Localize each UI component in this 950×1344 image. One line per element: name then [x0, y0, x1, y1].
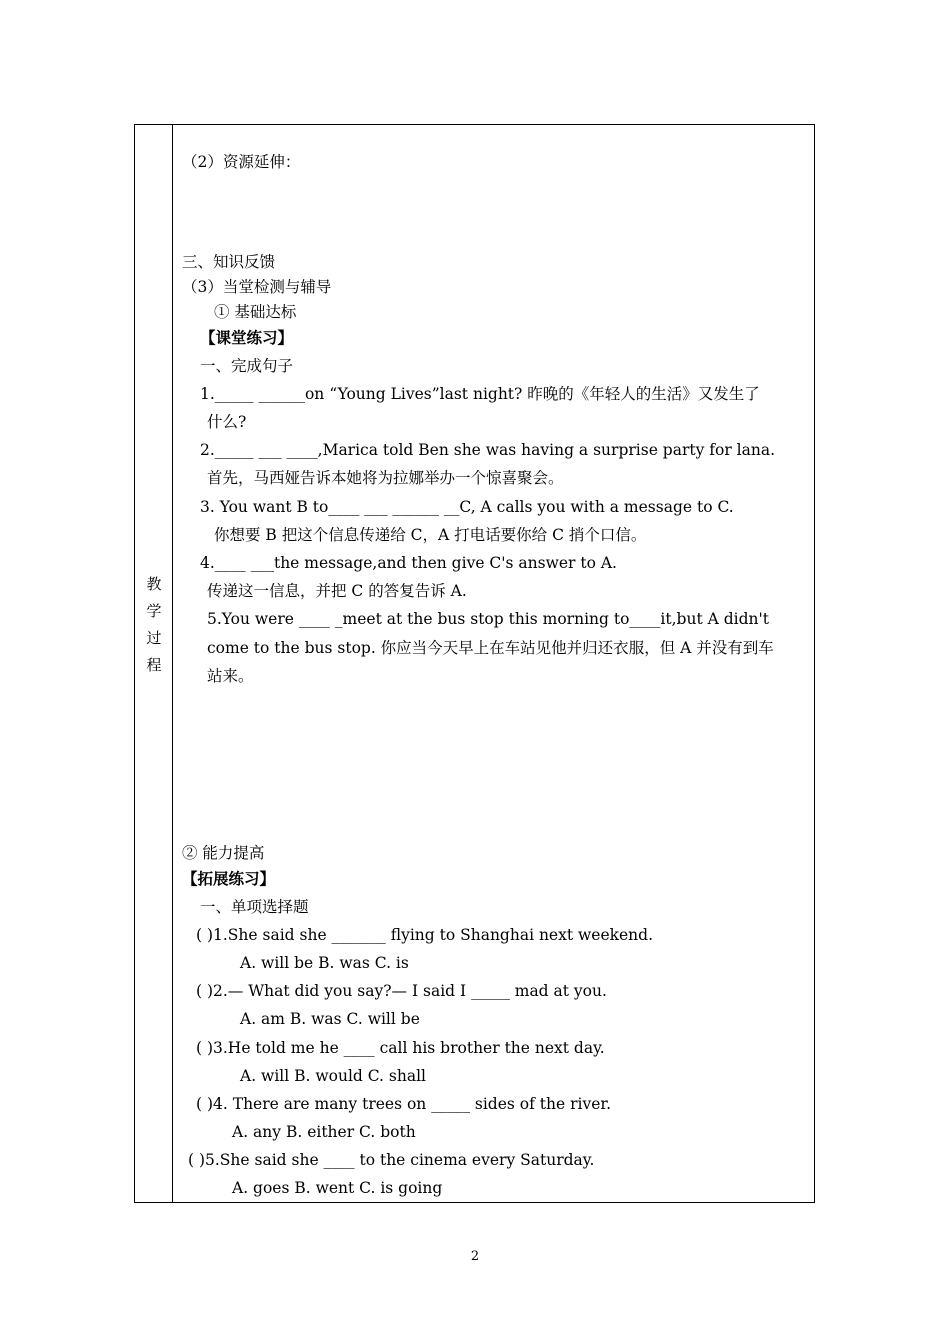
ability-heading: ② 能力提高 [182, 844, 265, 862]
exercise-line: 站来。 [207, 667, 254, 685]
side-char: 学 [146, 602, 162, 620]
question-options: A. goes B. went C. is going [232, 1179, 443, 1197]
classroom-practice-title: 【课堂练习】 [200, 328, 294, 347]
side-char: 教 [146, 575, 162, 593]
side-label-teaching-process [135, 571, 173, 679]
section3-title: 三、知识反馈 [182, 253, 276, 271]
exercise-line: 你想要 B 把这个信息传递给 C，A 打电话要你给 C 捎个口信。 [214, 526, 647, 544]
exercise-line: come to the bus stop. 你应当今天早上在车站见他并归还衣服，但 A 并没有到车 [207, 639, 774, 657]
side-char: 过 [146, 629, 162, 647]
exercise-line: 首先，马西娅告诉本她将为拉娜举办一个惊喜聚会。 [207, 469, 564, 487]
exercise-line: 5.You were ____ _meet at the bus stop this morning to____it,but A didn't [207, 610, 769, 628]
question: ( )3.He told me he ____ call his brother the next day. [196, 1039, 605, 1057]
question: ( )4. There are many trees on _____ sides of the river. [196, 1095, 612, 1113]
question-options: A. any B. either C. both [232, 1123, 416, 1141]
exercise-line: 传递这一信息，并把 C 的答复告诉 A. [207, 582, 467, 600]
page-number: 2 [470, 1249, 480, 1264]
side-column [135, 125, 173, 1202]
question: ( )5.She said she ____ to the cinema every Saturday. [188, 1151, 595, 1169]
basic-level-heading: ① 基础达标 [214, 303, 297, 321]
extended-practice-title: 【拓展练习】 [182, 869, 276, 888]
side-char: 程 [146, 656, 162, 674]
question-options: A. will be B. was C. is [240, 954, 409, 972]
exercise-line: 2._____ ___ ____,Marica told Ben she was having a surprise party for lana. [200, 441, 776, 459]
resource-heading: （2）资源延伸： [182, 153, 301, 171]
exercise-line: 4.____ ___the message,and then give C's answer to A. [200, 554, 617, 572]
question: ( )2.— What did you say?— I said I _____ mad at you. [196, 982, 607, 1000]
exercise-line: 3. You want B to____ ___ ______ __C, A calls you with a message to C. [200, 498, 734, 516]
exercise-line: 1._____ ______on “Young Lives”last night? 昨晚的《年轻人的生活》又发生了 [200, 385, 760, 403]
question-options: A. will B. would C. shall [240, 1067, 426, 1085]
section3-subtitle: （3）当堂检测与辅导 [182, 278, 332, 296]
complete-sentences-title: 一、完成句子 [200, 357, 294, 375]
question-options: A. am B. was C. will be [240, 1010, 420, 1028]
question: ( )1.She said she _______ flying to Shanghai next weekend. [196, 926, 654, 944]
exercise-line: 什么? [207, 413, 247, 431]
multiple-choice-title: 一、单项选择题 [200, 898, 309, 916]
